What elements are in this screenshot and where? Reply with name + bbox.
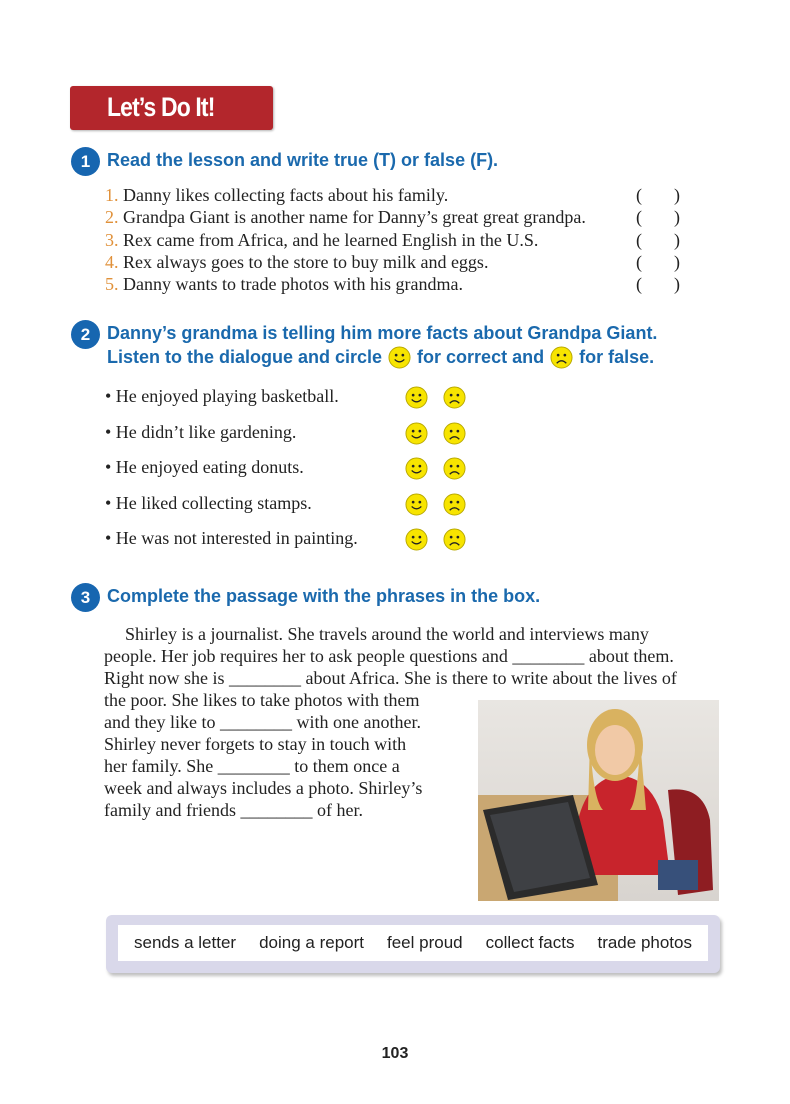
statement-item: • He liked collecting stamps. (105, 492, 312, 513)
smiley-face-icon (388, 346, 411, 369)
phrase-option: collect facts (485, 933, 575, 952)
sad-face-icon[interactable] (443, 386, 466, 409)
passage-line: Shirley is a journalist. She travels around the world and interviews many (125, 624, 649, 644)
face-choices (405, 386, 466, 409)
smiley-face-icon[interactable] (405, 386, 428, 409)
lets-do-it-banner (70, 86, 273, 130)
tf-item (105, 185, 448, 206)
item-text: Rex came from Africa, and he learned English in the U.S. (123, 229, 539, 250)
passage-line: week and always includes a photo. Shirley’s (104, 778, 423, 798)
tf-item (105, 274, 463, 295)
tf-item (105, 252, 488, 273)
item-number: 5. (105, 274, 119, 295)
sad-face-icon[interactable] (443, 422, 466, 445)
passage-line: Shirley never forgets to stay in touch with (104, 734, 407, 754)
section-number-3: 3 (71, 583, 100, 612)
heading-part: Listen to the dialogue and circle (107, 347, 383, 367)
statement-item: • He didn’t like gardening. (105, 421, 297, 442)
passage-line: her family. She ________ to them once a (104, 756, 400, 776)
paren-close: ) (674, 274, 680, 295)
page-number: 103 (381, 1045, 409, 1062)
statement-item: • He enjoyed eating donuts. (105, 457, 304, 477)
face-choices (405, 457, 466, 480)
item-text: Rex always goes to the store to buy milk and eggs. (123, 251, 489, 272)
heading-part: for false. (579, 347, 655, 367)
passage-line: and they like to ________ with one another. (104, 712, 421, 732)
answer-blank[interactable] (636, 274, 680, 295)
paren-close: ) (674, 229, 680, 250)
phrase-option: doing a report (259, 933, 364, 952)
passage-line: the poor. She likes to take photos with them (104, 690, 420, 710)
item-text: Danny wants to trade photos with his grandma. (123, 274, 463, 295)
section3-heading: Complete the passage with the phrases in the box. (107, 586, 541, 606)
face-choices (405, 528, 466, 551)
paren-close: ) (674, 251, 680, 272)
sad-face-icon[interactable] (443, 528, 466, 551)
item-number: 2. (105, 207, 119, 228)
item-text: Danny likes collecting facts about his family. (123, 185, 449, 205)
phrase-box (106, 915, 720, 973)
paren-open: ( (636, 274, 642, 295)
answer-blank[interactable] (636, 207, 680, 228)
tf-item (105, 207, 586, 228)
passage-line: family and friends ________ of her. (104, 800, 363, 820)
paren-close: ) (674, 207, 680, 228)
tf-item (105, 230, 538, 251)
paren-open: ( (636, 207, 642, 228)
passage-line: Right now she is ________ about Africa. She is there to write about the lives of (104, 668, 677, 688)
passage-line: people. Her job requires her to ask people questions and ________ about them. (104, 646, 674, 666)
statement-item: • He enjoyed playing basketball. (105, 386, 339, 406)
paren-open: ( (636, 185, 642, 205)
smiley-face-icon[interactable] (405, 422, 428, 445)
item-text: Grandpa Giant is another name for Danny’s great great grandpa. (123, 207, 586, 228)
face-choices (405, 493, 466, 516)
paren-open: ( (636, 251, 642, 272)
phrase-option: trade photos (597, 933, 692, 952)
statement-item: • He was not interested in painting. (105, 528, 358, 548)
phrase-option: feel proud (387, 933, 463, 952)
smiley-face-icon[interactable] (405, 493, 428, 516)
paren-close: ) (674, 185, 680, 205)
answer-blank[interactable] (636, 185, 680, 206)
sad-face-icon[interactable] (443, 457, 466, 480)
paren-open: ( (636, 229, 642, 250)
section1-heading: Read the lesson and write true (T) or false (F). (107, 150, 499, 170)
sad-face-icon[interactable] (443, 493, 466, 516)
phrase-option: sends a letter (134, 933, 237, 952)
sad-face-icon (550, 346, 573, 369)
answer-blank[interactable] (636, 252, 680, 273)
face-choices (405, 422, 466, 445)
smiley-face-icon[interactable] (405, 457, 428, 480)
smiley-face-icon[interactable] (405, 528, 428, 551)
section-number-2: 2 (71, 320, 100, 349)
photo-girl-with-laptop (478, 700, 719, 901)
section-number-1: 1 (71, 147, 100, 176)
item-number: 3. (105, 229, 119, 250)
banner-title: Let’s Do It! (107, 92, 215, 122)
section2-heading-line2 (107, 346, 654, 369)
answer-blank[interactable] (636, 230, 680, 251)
heading-part: for correct and (417, 347, 545, 367)
section2-heading-line1: Danny’s grandma is telling him more facts about Grandpa Giant. (107, 323, 658, 343)
item-number: 1. (105, 185, 119, 205)
item-number: 4. (105, 251, 119, 272)
